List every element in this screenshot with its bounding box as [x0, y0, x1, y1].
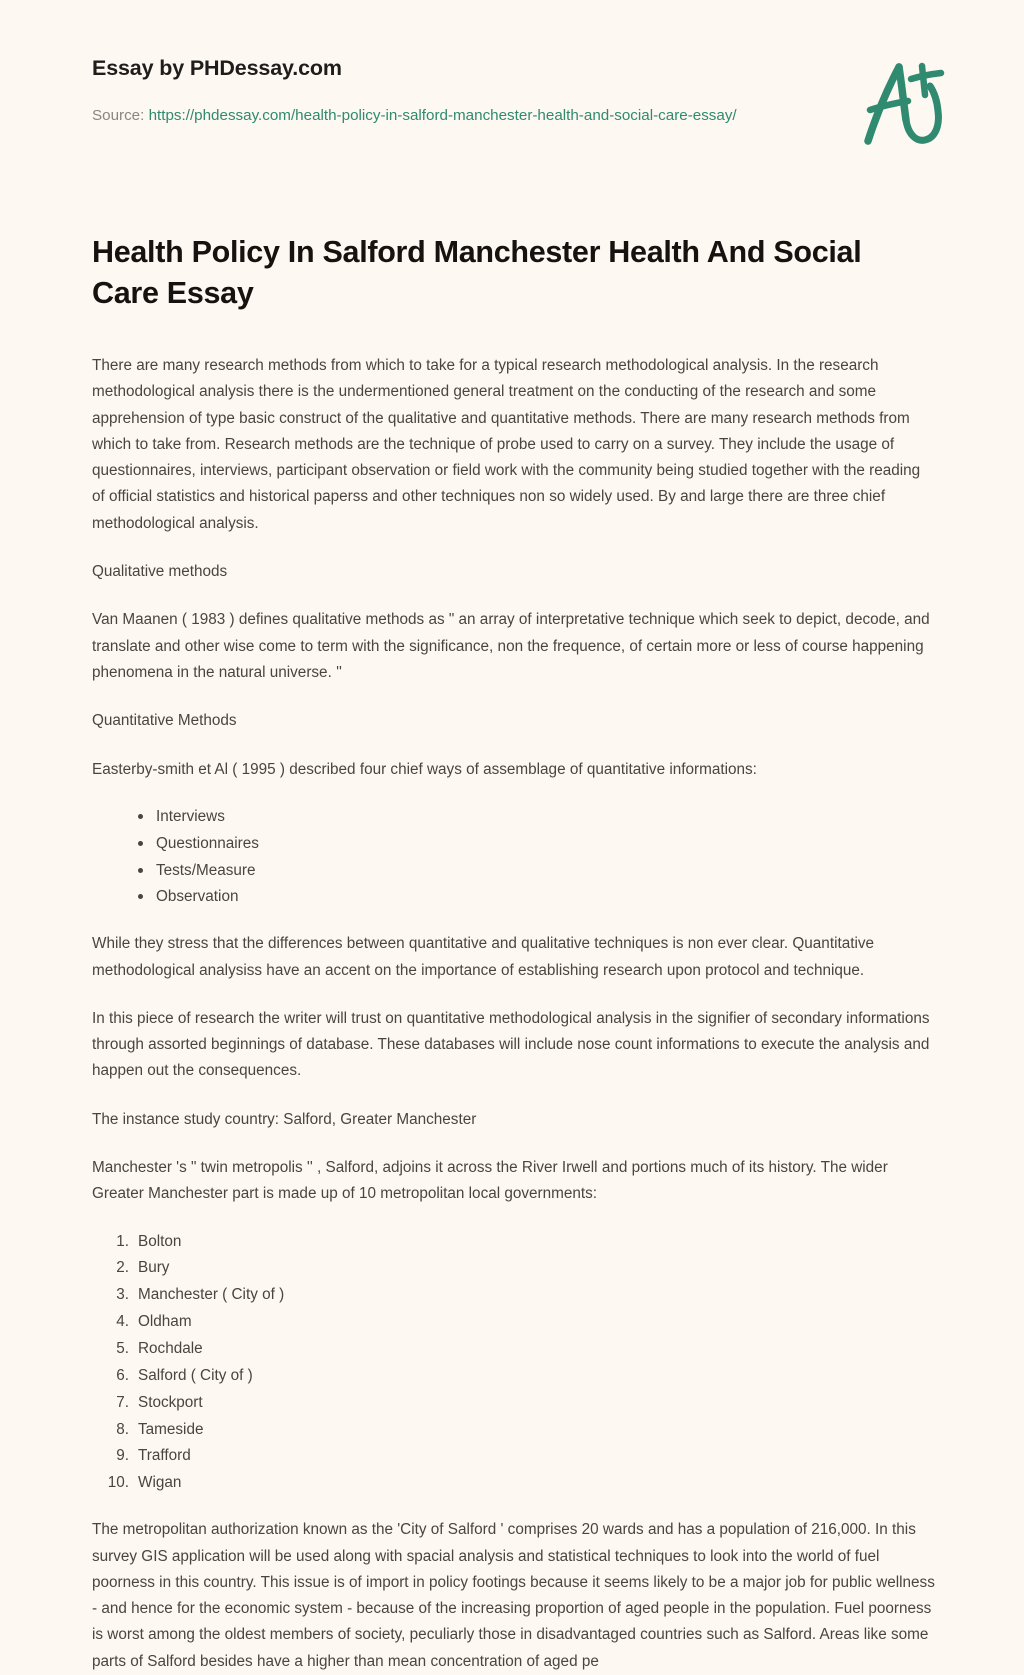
- list-item: [92, 1310, 937, 1334]
- source-url-link[interactable]: https://phdessay.com/health-policy-in-salford-manchester-health-and-social-care-essay/: [148, 106, 737, 124]
- list-item: [92, 1418, 937, 1442]
- list-item-number: 1.: [116, 1232, 129, 1250]
- list-item-label: Observation: [156, 888, 239, 906]
- list-item-number: 3.: [116, 1286, 129, 1304]
- quantitative-methods-list: [92, 805, 946, 909]
- list-item-label: Stockport: [138, 1393, 203, 1411]
- heading-quantitative-methods: Quantitative Methods: [92, 712, 237, 730]
- document-header: [0, 0, 1024, 175]
- source-label: Source:: [92, 106, 145, 124]
- paragraph-final-truncated: The metropolitan authorization known as the 'City of Salford ' comprises 20 wards and has a population of 216,000. In this survey GIS application will be used along with spacial analysis and statistical techniques to look into the world of fuel poorness in this country. This issue is of import in policy footings because it seems likely to be a major job for public wellness - and hence for the economic system - because of the increasing proportion of aged people in the population. Fuel poorness is worst among the oldest members of society, peculiarly those in disadvantaged countries such as Salford. Areas like some parts of Salford besides have a higher than mean concentration of aged pe: [92, 1521, 935, 1670]
- list-item-number: 5.: [116, 1340, 129, 1358]
- list-item-number: 7.: [116, 1393, 129, 1411]
- list-item: [92, 1283, 937, 1307]
- list-item-label: Bury: [138, 1259, 170, 1277]
- list-item-label: Tests/Measure: [156, 861, 256, 879]
- paragraph-quantitative-lead: Easterby-smith et Al ( 1995 ) described four chief ways of assemblage of quantitative informations:: [92, 760, 757, 778]
- list-item: [138, 859, 946, 883]
- paragraph-secondary-data: In this piece of research the writer will trust on quantitative methodological analysis in the signifier of secondary informations through assorted beginnings of database. These databases will include nose count informations to execute the analysis and happen out the consequences.: [92, 1009, 930, 1080]
- page-title: Health Policy In Salford Manchester Health And Social Care Essay: [92, 235, 862, 311]
- aplus-logo-icon: [842, 48, 962, 163]
- source-line: [92, 104, 752, 129]
- list-item-label: Bolton: [138, 1232, 182, 1250]
- brand-title: Essay by PHDessay.com: [92, 56, 342, 80]
- list-item: [138, 832, 946, 856]
- list-item-label: Manchester ( City of ): [138, 1286, 285, 1304]
- greater-manchester-boroughs-list: [92, 1230, 937, 1496]
- paragraph-manchester-lead: Manchester 's " twin metropolis '' , Salford, adjoins it across the River Irwell and portions much of its history. The wider Greater Manchester part is made up of 10 metropolitan local governments:: [92, 1159, 888, 1203]
- list-item-label: Trafford: [138, 1447, 191, 1465]
- list-item-label: Rochdale: [138, 1340, 203, 1358]
- list-item-number: 10.: [107, 1474, 129, 1492]
- list-item-number: 8.: [116, 1420, 129, 1438]
- list-item: [92, 1230, 937, 1254]
- article-body: [0, 232, 1024, 1675]
- list-item-label: Salford ( City of ): [138, 1366, 253, 1384]
- list-item: [138, 885, 946, 909]
- paragraph-qualitative-definition: Van Maanen ( 1983 ) defines qualitative methods as " an array of interpretative technique which seek to depict, decode, and translate and other wise come to term with the significance, non the frequence, of certain more or less of course happening phenomena in the natural universe. '': [92, 611, 930, 681]
- paragraph-intro: There are many research methods from which to take for a typical research methodological analysis. In the research methodological analysis there is the undermentioned general treatment on the conducting of the research and some apprehension of type basic construct of the qualitative and quantitative methods. There are many research methods from which to take from. Research methods are the technique of probe used to carry on a survey. They include the usage of questionnaires, interviews, participant observation or field work with the community being studied together with the reading of official statistics and historical paperss and other techniques non so widely used. By and large there are three chief methodological analysis.: [92, 356, 921, 532]
- list-item-label: Oldham: [138, 1313, 192, 1331]
- list-item-label: Wigan: [138, 1474, 182, 1492]
- list-item: [92, 1471, 937, 1495]
- list-item: [92, 1337, 937, 1361]
- paragraph-methods-comparison: While they stress that the differences between quantitative and qualitative techniques is non ever clear. Quantitative methodological analysiss have an accent on the importance of establishing research upon protocol and technique.: [92, 935, 875, 979]
- list-item: [138, 805, 946, 829]
- list-item: [92, 1444, 937, 1468]
- list-item-number: 9.: [116, 1447, 129, 1465]
- list-item: [92, 1364, 937, 1388]
- list-item-number: 4.: [116, 1313, 129, 1331]
- list-item: [92, 1256, 937, 1280]
- list-item-number: 6.: [116, 1366, 129, 1384]
- list-item-label: Questionnaires: [156, 834, 259, 852]
- list-item: [92, 1391, 937, 1415]
- heading-qualitative-methods: Qualitative methods: [92, 563, 228, 581]
- list-item-number: 2.: [116, 1259, 129, 1277]
- list-item-label: Interviews: [156, 807, 225, 825]
- heading-case-study-area: The instance study country: Salford, Greater Manchester: [92, 1110, 477, 1128]
- list-item-label: Tameside: [138, 1420, 204, 1438]
